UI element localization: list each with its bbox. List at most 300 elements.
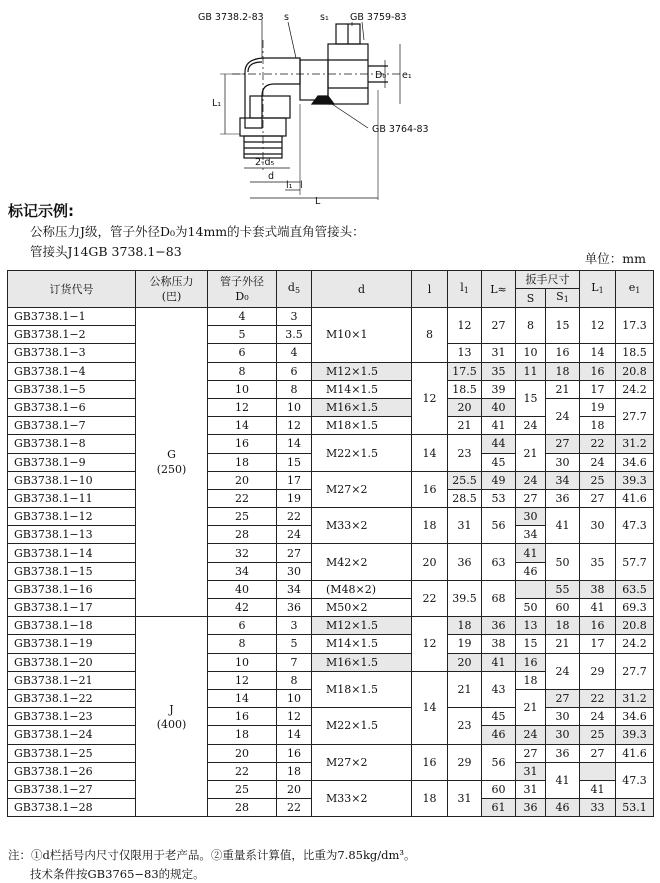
table-cell: 5 bbox=[277, 635, 312, 653]
table-cell: 15 bbox=[546, 308, 580, 344]
table-cell: 4 bbox=[208, 308, 277, 326]
table-cell: GB3738.1−18 bbox=[8, 617, 136, 635]
table-cell: 29 bbox=[580, 653, 616, 689]
table-cell: 60 bbox=[546, 599, 580, 617]
table-cell: 45 bbox=[482, 708, 516, 726]
table-cell: 3 bbox=[277, 617, 312, 635]
table-cell: GB3738.1−6 bbox=[8, 398, 136, 416]
label-2d5: 2-d₅ bbox=[255, 157, 275, 168]
unit-label: 单位：mm bbox=[584, 251, 646, 266]
table-cell: 24 bbox=[516, 417, 546, 435]
table-cell: 34 bbox=[277, 580, 312, 598]
table-cell: 24 bbox=[516, 726, 546, 744]
table-cell: 38 bbox=[482, 635, 516, 653]
table-cell: 63 bbox=[482, 544, 516, 580]
table-cell: 16 bbox=[277, 744, 312, 762]
table-cell: 53 bbox=[482, 489, 516, 507]
label-std-body: GB 3738.2-83 bbox=[198, 12, 264, 23]
table-cell: M22×1.5 bbox=[312, 435, 412, 471]
table-cell: 56 bbox=[482, 744, 516, 780]
table-cell: 50 bbox=[516, 599, 546, 617]
table-cell: 15 bbox=[516, 635, 546, 653]
example-line-2: 管接头J14GB 3738.1−83 bbox=[30, 244, 182, 259]
label-std-nut: GB 3759-83 bbox=[350, 12, 407, 23]
table-cell: 18 bbox=[277, 762, 312, 780]
table-cell: 17 bbox=[277, 471, 312, 489]
hdr-L1 bbox=[580, 271, 616, 308]
table-cell: 22 bbox=[580, 435, 616, 453]
table-cell: 16 bbox=[412, 471, 448, 507]
table-cell: 17 bbox=[580, 635, 616, 653]
table-cell: 32 bbox=[208, 544, 277, 562]
table-cell: GB3738.1−2 bbox=[8, 326, 136, 344]
table-cell: GB3738.1−25 bbox=[8, 744, 136, 762]
table-cell: 36 bbox=[448, 544, 482, 580]
table-cell: 6 bbox=[277, 362, 312, 380]
table-cell: 29 bbox=[448, 744, 482, 780]
table-row bbox=[8, 635, 654, 653]
table-cell: 24 bbox=[546, 398, 580, 434]
table-cell: 18 bbox=[208, 726, 277, 744]
table-cell: 46 bbox=[482, 726, 516, 744]
table-row bbox=[8, 380, 654, 398]
table-cell: GB3738.1−28 bbox=[8, 799, 136, 817]
table-cell: 31 bbox=[516, 762, 546, 780]
table-cell: 36 bbox=[277, 599, 312, 617]
table-cell: 34 bbox=[546, 471, 580, 489]
table-cell: 18 bbox=[412, 780, 448, 816]
table-cell: 25 bbox=[580, 726, 616, 744]
table-cell: 6 bbox=[208, 344, 277, 362]
table-row bbox=[8, 653, 654, 671]
table-cell: 3 bbox=[277, 308, 312, 326]
table-cell: 19 bbox=[580, 398, 616, 416]
table-cell: GB3738.1−5 bbox=[8, 380, 136, 398]
table-cell: M18×1.5 bbox=[312, 417, 412, 435]
note-2: 技术条件按GB3765−83的规定。 bbox=[30, 867, 205, 881]
cell-text: L bbox=[591, 281, 599, 294]
table-cell: 12 bbox=[208, 671, 277, 689]
cell-text: (巴) bbox=[161, 290, 182, 303]
table-cell: 10 bbox=[516, 344, 546, 362]
table-cell: 14 bbox=[277, 435, 312, 453]
header-row bbox=[8, 271, 654, 289]
table-cell: 25.5 bbox=[448, 471, 482, 489]
table-cell: 42 bbox=[208, 599, 277, 617]
table-cell: 24.2 bbox=[616, 380, 654, 398]
table-cell: 55 bbox=[546, 580, 580, 598]
table-cell: 16 bbox=[516, 653, 546, 671]
label-L: L bbox=[315, 196, 321, 205]
table-cell: 39.5 bbox=[448, 580, 482, 616]
table-cell: 27 bbox=[516, 744, 546, 762]
table-cell: 12 bbox=[580, 308, 616, 344]
table-cell: 18 bbox=[516, 671, 546, 689]
table-cell: 22 bbox=[277, 799, 312, 817]
pressure-J bbox=[136, 617, 208, 817]
table-cell: 14 bbox=[277, 726, 312, 744]
table-row bbox=[8, 508, 654, 526]
cell-text: 公称压力 bbox=[149, 275, 194, 288]
table-cell: GB3738.1−13 bbox=[8, 526, 136, 544]
table-cell: 16 bbox=[580, 362, 616, 380]
table-cell: 10 bbox=[277, 689, 312, 707]
section-heading: 标记示例: bbox=[8, 202, 74, 220]
table-cell: M14×1.5 bbox=[312, 635, 412, 653]
label-l: l bbox=[300, 180, 303, 191]
cell-text: 5 bbox=[294, 286, 301, 295]
table-cell: 10 bbox=[208, 380, 277, 398]
label-std-ring: GB 3764-83 bbox=[372, 124, 429, 135]
table-cell: GB3738.1−27 bbox=[8, 780, 136, 798]
table-cell: M42×2 bbox=[312, 544, 412, 580]
table-cell: 24 bbox=[580, 453, 616, 471]
table-cell: 31.2 bbox=[616, 689, 654, 707]
label-L1: L₁ bbox=[212, 98, 222, 109]
hdr-S1 bbox=[546, 289, 580, 308]
table-cell: 22 bbox=[208, 489, 277, 507]
label-e1: e₁ bbox=[402, 70, 412, 81]
table-cell: 15 bbox=[516, 380, 546, 416]
table-cell: 6 bbox=[208, 617, 277, 635]
table-cell: 41 bbox=[580, 599, 616, 617]
cell-text: l bbox=[460, 281, 464, 294]
table-cell: 34 bbox=[208, 562, 277, 580]
table-cell: GB3738.1−14 bbox=[8, 544, 136, 562]
table-cell bbox=[516, 580, 546, 598]
table-cell: 8 bbox=[412, 308, 448, 363]
table-cell: 12 bbox=[412, 617, 448, 672]
table-cell: 20.8 bbox=[616, 362, 654, 380]
table-cell: GB3738.1−1 bbox=[8, 308, 136, 326]
table-cell: 35 bbox=[482, 362, 516, 380]
table-cell: 8 bbox=[277, 380, 312, 398]
table-cell: 18 bbox=[546, 617, 580, 635]
cell-text: D₀ bbox=[235, 290, 249, 303]
table-cell: 63.5 bbox=[616, 580, 654, 598]
table-cell: 12 bbox=[448, 308, 482, 344]
table-cell: 13 bbox=[516, 617, 546, 635]
table-cell: M50×2 bbox=[312, 599, 412, 617]
cell-text: S bbox=[556, 290, 564, 303]
table-cell: GB3738.1−16 bbox=[8, 580, 136, 598]
table-cell: 35 bbox=[580, 544, 616, 580]
table-cell: GB3738.1−21 bbox=[8, 671, 136, 689]
table-cell: 23 bbox=[448, 435, 482, 471]
table-cell: GB3738.1−9 bbox=[8, 453, 136, 471]
table-cell: 22 bbox=[412, 580, 448, 616]
table-cell: M16×1.5 bbox=[312, 398, 412, 416]
table-row bbox=[8, 744, 654, 762]
table-cell: 10 bbox=[208, 653, 277, 671]
hdr-pipe bbox=[208, 271, 277, 308]
table-cell: 31 bbox=[516, 780, 546, 798]
table-cell: 69.3 bbox=[616, 599, 654, 617]
table-cell: 36 bbox=[546, 489, 580, 507]
table-cell: 47.3 bbox=[616, 762, 654, 798]
table-cell: M27×2 bbox=[312, 744, 412, 780]
cell-text: (250) bbox=[156, 463, 187, 477]
table-cell: 41 bbox=[482, 653, 516, 671]
table-cell: 30 bbox=[516, 508, 546, 526]
table-cell: GB3738.1−3 bbox=[8, 344, 136, 362]
table-cell: 36 bbox=[546, 744, 580, 762]
table-cell: 18.5 bbox=[616, 344, 654, 362]
table-cell: 16 bbox=[412, 744, 448, 780]
table-cell: 28 bbox=[208, 526, 277, 544]
table-cell: 17.5 bbox=[448, 362, 482, 380]
table-cell: 20 bbox=[448, 653, 482, 671]
label-s: s bbox=[284, 12, 289, 23]
table-cell: (M48×2) bbox=[312, 580, 412, 598]
table-cell: 16 bbox=[208, 435, 277, 453]
table-cell: 21 bbox=[448, 417, 482, 435]
table-cell: 20 bbox=[277, 780, 312, 798]
table-cell: 34.6 bbox=[616, 708, 654, 726]
table-cell: 18 bbox=[546, 362, 580, 380]
table-cell: 19 bbox=[448, 635, 482, 653]
table-cell: 24 bbox=[580, 708, 616, 726]
table-cell: 24 bbox=[546, 653, 580, 689]
table-cell: GB3738.1−7 bbox=[8, 417, 136, 435]
table-cell: 61 bbox=[482, 799, 516, 817]
hdr-d5 bbox=[277, 271, 312, 308]
table-cell: 8 bbox=[208, 362, 277, 380]
table-cell: 39 bbox=[482, 380, 516, 398]
hdr-d: d bbox=[312, 271, 412, 308]
table-cell: 46 bbox=[516, 562, 546, 580]
table-cell: 16 bbox=[546, 344, 580, 362]
table-cell: 40 bbox=[208, 580, 277, 598]
table-cell: 15 bbox=[277, 453, 312, 471]
table-cell: 25 bbox=[580, 471, 616, 489]
table-cell: M18×1.5 bbox=[312, 671, 412, 707]
spec-table bbox=[7, 270, 654, 817]
table-cell: 14 bbox=[208, 417, 277, 435]
table-cell: 34 bbox=[516, 526, 546, 544]
table-cell: 41.6 bbox=[616, 744, 654, 762]
table-cell: 23 bbox=[448, 708, 482, 744]
table-cell: 18 bbox=[580, 417, 616, 435]
table-cell: GB3738.1−22 bbox=[8, 689, 136, 707]
table-cell: GB3738.1−11 bbox=[8, 489, 136, 507]
table-cell: GB3738.1−8 bbox=[8, 435, 136, 453]
table-cell: 18.5 bbox=[448, 380, 482, 398]
table-cell: GB3738.1−17 bbox=[8, 599, 136, 617]
table-cell: 41 bbox=[482, 417, 516, 435]
table-cell: M12×1.5 bbox=[312, 362, 412, 380]
hdr-e1 bbox=[616, 271, 654, 308]
table-cell: 24.2 bbox=[616, 635, 654, 653]
table-cell: 10 bbox=[277, 398, 312, 416]
table-cell: 13 bbox=[448, 344, 482, 362]
table-cell: 27 bbox=[516, 489, 546, 507]
table-cell: 19 bbox=[277, 489, 312, 507]
table-cell: 27 bbox=[580, 744, 616, 762]
table-cell: 11 bbox=[516, 362, 546, 380]
table-cell: 31 bbox=[482, 344, 516, 362]
hdr-l: l bbox=[412, 271, 448, 308]
table-cell: GB3738.1−10 bbox=[8, 471, 136, 489]
table-cell: 16 bbox=[580, 617, 616, 635]
cell-text: 1 bbox=[463, 286, 469, 295]
label-d0: D₀ bbox=[375, 70, 387, 81]
cell-text: e bbox=[628, 281, 636, 294]
table-cell: 53.1 bbox=[616, 799, 654, 817]
hdr-code: 订货代号 bbox=[8, 271, 136, 308]
table-cell: 27 bbox=[482, 308, 516, 344]
table-cell: 16 bbox=[208, 708, 277, 726]
table-cell: 30 bbox=[277, 562, 312, 580]
table-cell: 18 bbox=[208, 453, 277, 471]
table-cell: 68 bbox=[482, 580, 516, 616]
table-cell: GB3738.1−12 bbox=[8, 508, 136, 526]
table-row bbox=[8, 471, 654, 489]
table-cell: M22×1.5 bbox=[312, 708, 412, 744]
table-cell: GB3738.1−26 bbox=[8, 762, 136, 780]
table-cell: 24 bbox=[277, 526, 312, 544]
table-cell: 14 bbox=[412, 671, 448, 744]
table-cell: 44 bbox=[482, 435, 516, 453]
hdr-pressure bbox=[136, 271, 208, 308]
table-cell: 43 bbox=[482, 671, 516, 707]
table-cell: 60 bbox=[482, 780, 516, 798]
table-cell: 27 bbox=[277, 544, 312, 562]
table-cell: 22 bbox=[208, 762, 277, 780]
example-line-1: 公称压力J级，管子外径D₀为14mm的卡套式端直角管接头： bbox=[30, 224, 365, 239]
table-cell: M10×1 bbox=[312, 308, 412, 363]
table-row bbox=[8, 398, 654, 416]
table-cell: 21 bbox=[546, 380, 580, 398]
table-cell: 25 bbox=[208, 780, 277, 798]
table-cell: M14×1.5 bbox=[312, 380, 412, 398]
table-row bbox=[8, 544, 654, 562]
table-cell: 28 bbox=[208, 799, 277, 817]
cell-text: 1 bbox=[598, 286, 604, 295]
table-cell: 56 bbox=[482, 508, 516, 544]
hdr-l1 bbox=[448, 271, 482, 308]
table-cell: 31 bbox=[448, 508, 482, 544]
table-cell: 14 bbox=[412, 435, 448, 471]
table-cell: 20.8 bbox=[616, 617, 654, 635]
table-cell: GB3738.1−4 bbox=[8, 362, 136, 380]
pressure-G bbox=[136, 308, 208, 617]
table-cell: 30 bbox=[546, 708, 580, 726]
table-cell: 17.3 bbox=[616, 308, 654, 344]
table-cell: 21 bbox=[448, 671, 482, 707]
table-row bbox=[8, 580, 654, 598]
table-cell: 20 bbox=[412, 544, 448, 580]
table-cell: 27 bbox=[546, 689, 580, 707]
table-cell: 49 bbox=[482, 471, 516, 489]
table-cell: 17 bbox=[580, 380, 616, 398]
table-cell: 21 bbox=[516, 689, 546, 725]
table-cell: GB3738.1−24 bbox=[8, 726, 136, 744]
table-cell: 41 bbox=[546, 762, 580, 798]
table-cell: 20 bbox=[448, 398, 482, 416]
table-cell: 3.5 bbox=[277, 326, 312, 344]
table-cell: 45 bbox=[482, 453, 516, 471]
table-cell: 47.3 bbox=[616, 508, 654, 544]
table-cell: 41.6 bbox=[616, 489, 654, 507]
table-cell: 4 bbox=[277, 344, 312, 362]
table-cell bbox=[580, 762, 616, 780]
table-cell: 46 bbox=[546, 799, 580, 817]
table-cell: 27.7 bbox=[616, 398, 654, 434]
table-cell: 12 bbox=[412, 362, 448, 435]
table-row bbox=[8, 362, 654, 380]
table-cell: M27×2 bbox=[312, 471, 412, 507]
table-cell: 27 bbox=[580, 489, 616, 507]
table-cell: 24 bbox=[516, 471, 546, 489]
table-cell: 40 bbox=[482, 398, 516, 416]
table-cell: GB3738.1−15 bbox=[8, 562, 136, 580]
label-d: d bbox=[268, 171, 275, 182]
table-row bbox=[8, 617, 654, 635]
table-cell: 41 bbox=[546, 508, 580, 544]
table-cell: 8 bbox=[208, 635, 277, 653]
table-cell: 25 bbox=[208, 508, 277, 526]
hdr-S: S bbox=[516, 289, 546, 308]
table-cell: 30 bbox=[580, 508, 616, 544]
table-cell: 12 bbox=[277, 417, 312, 435]
table-cell: 57.7 bbox=[616, 544, 654, 580]
table-row bbox=[8, 308, 654, 326]
table-cell: M12×1.5 bbox=[312, 617, 412, 635]
table-row bbox=[8, 708, 654, 726]
table-cell: 7 bbox=[277, 653, 312, 671]
table-cell: 36 bbox=[516, 799, 546, 817]
table-cell: 18 bbox=[448, 617, 482, 635]
table-cell: 39.3 bbox=[616, 726, 654, 744]
table-cell: 12 bbox=[208, 398, 277, 416]
hdr-L-approx: L≈ bbox=[482, 271, 516, 308]
cell-text: 1 bbox=[563, 295, 569, 304]
table-cell: 33 bbox=[580, 799, 616, 817]
table-cell: 20 bbox=[208, 471, 277, 489]
table-cell: 41 bbox=[516, 544, 546, 562]
table-cell: 14 bbox=[208, 689, 277, 707]
cell-text: (400) bbox=[156, 717, 187, 731]
table-cell: 21 bbox=[546, 635, 580, 653]
table-row bbox=[8, 435, 654, 453]
table-cell: 27.7 bbox=[616, 653, 654, 689]
table-cell: 31.2 bbox=[616, 435, 654, 453]
cell-text: 管子外径 bbox=[220, 275, 264, 288]
table-cell: 22 bbox=[277, 508, 312, 526]
table-cell: 38 bbox=[580, 580, 616, 598]
table-cell: 50 bbox=[546, 544, 580, 580]
table-cell: 41 bbox=[580, 780, 616, 798]
table-cell: 30 bbox=[546, 453, 580, 471]
table-cell: GB3738.1−19 bbox=[8, 635, 136, 653]
table-cell: M33×2 bbox=[312, 780, 412, 816]
table-cell: M33×2 bbox=[312, 508, 412, 544]
table-cell: 31 bbox=[448, 780, 482, 816]
table-cell: M16×1.5 bbox=[312, 653, 412, 671]
table-row bbox=[8, 599, 654, 617]
table-cell: 34.6 bbox=[616, 453, 654, 471]
table-cell: GB3738.1−20 bbox=[8, 653, 136, 671]
table-cell: 8 bbox=[277, 671, 312, 689]
label-s1: s₁ bbox=[320, 12, 329, 23]
table-cell: 22 bbox=[580, 689, 616, 707]
cell-text: 1 bbox=[635, 286, 641, 295]
table-cell: 12 bbox=[277, 708, 312, 726]
table-cell: 20 bbox=[208, 744, 277, 762]
table-cell: 28.5 bbox=[448, 489, 482, 507]
table-cell: 39.3 bbox=[616, 471, 654, 489]
